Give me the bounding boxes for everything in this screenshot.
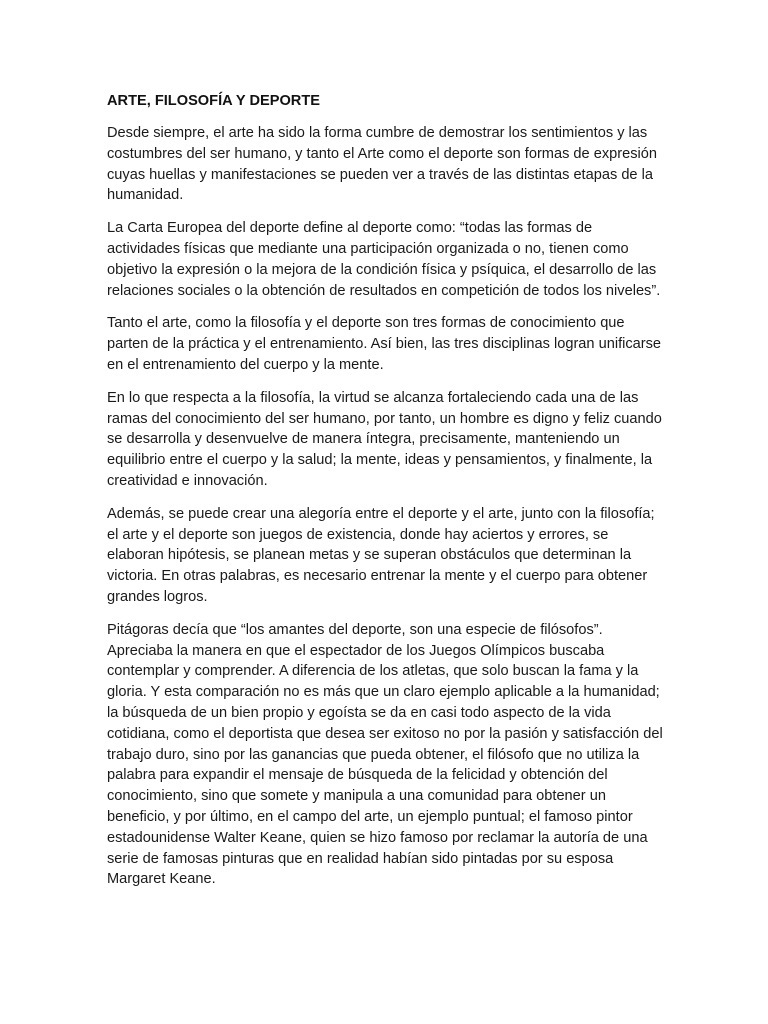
paragraph-alegoria: Además, se puede crear una alegoría entre el deporte y el arte, junto con la filosofía; el arte y el deporte son juegos de existencia, donde hay aciertos y errores, se elaboran hipótesis, se planean metas y se superan obstáculos que determinan la victoria. En otras palabras, es necesario entrenar la mente y el cuerpo para obtener grandes logros. xyxy=(107,505,655,605)
paragraph-intro: Desde siempre, el arte ha sido la forma cumbre de demostrar los sentimientos y las costumbres del ser humano, y tanto el Arte como el deporte son formas de expresión cuyas huellas y manifestaciones se pueden ver a través de las distintas etapas de la humanidad. xyxy=(107,125,657,204)
document-body xyxy=(107,91,663,902)
paragraph-carta-europea: La Carta Europea del deporte define al deporte como: “todas las formas de actividades físicas que mediante una participación organizada o no, tienen como objetivo la expresión o la mejora de la condición física y psíquica, el desarrollo de las relaciones sociales o la obtención de resultados en competición de todos los niveles”. xyxy=(107,220,661,299)
paragraph-tres-formas: Tanto el arte, como la filosofía y el deporte son tres formas de conocimiento que parten de la práctica y el entrenamiento. Así bien, las tres disciplinas logran unificarse en el entrenamiento del cuerpo y la mente. xyxy=(107,315,662,373)
paragraph-filosofia: En lo que respecta a la filosofía, la virtud se alcanza fortaleciendo cada una de las ramas del conocimiento del ser humano, por tanto, un hombre es digno y feliz cuando se desarrolla y desenvuelve de manera íntegra, precisamente, manteniendo un equilibrio entre el cuerpo y la salud; la mente, ideas y pensamientos, y finalmente, la creatividad e innovación. xyxy=(107,389,662,489)
document-title: ARTE, FILOSOFÍA Y DEPORTE xyxy=(107,93,320,109)
paragraph-pitagoras: Pitágoras decía que “los amantes del deporte, son una especie de filósofos”. Apreciaba la manera en que el espectador de los Juegos Olímpicos buscaba contemplar y comprender. A diferencia de los atletas, que solo buscan la fama y la gloria. Y esta comparación no es más que un claro ejemplo aplicable a la humanidad; la búsqueda de un bien propio y egoísta se da en casi todo aspecto de la vida cotidiana, como el deportista que desea ser exitoso no por la pasión y satisfacción del trabajo duro, sino por las ganancias que pueda obtener, el filósofo que no utiliza la palabra para expandir el mensaje de búsqueda de la felicidad y obtención del conocimiento, sino que somete y manipula a una comunidad para obtener un beneficio, y por último, en el campo del arte, un ejemplo puntual; el famoso pintor estadounidense Walter Keane, quien se hizo famoso por reclamar la autoría de una serie de famosas pinturas que en realidad habían sido pintadas por su esposa Margaret Keane. xyxy=(107,621,663,888)
